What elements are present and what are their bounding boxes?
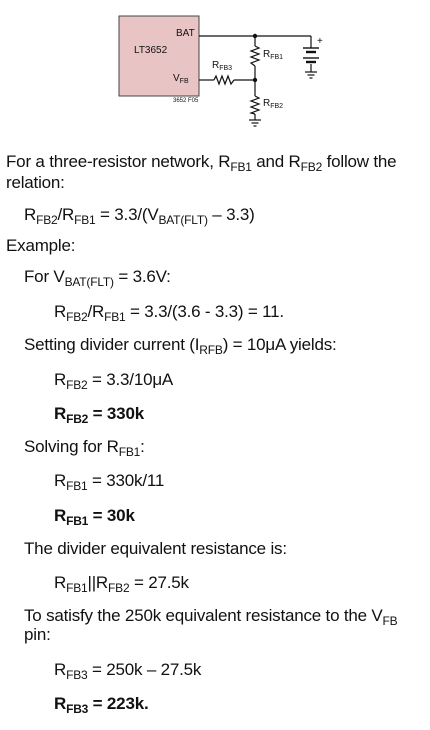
pin-vfb-sub: FB [179, 78, 189, 85]
rfb1-calc-line: $R_{FB1} = 330k/11$ [54, 471, 165, 494]
svg-text:RFB3 [212, 60, 232, 72]
divider-equivalent-line: The divider equivalent resistance is: [24, 538, 287, 558]
rfb1-result-line: $R_{FB1} = 30k$ [54, 506, 135, 529]
explanation-text [6, 152, 426, 717]
resistor-rfb2 [251, 96, 259, 114]
svg-text:RFB1 [263, 49, 283, 61]
resistor-rfb1 [251, 46, 259, 66]
parallel-calc-line: $R_{FB1}||R_{FB2} = 27.5k$ [54, 573, 189, 596]
rfb3-sub: FB3 [219, 65, 233, 72]
rfb3-result-line: $R_{FB3} = 223k$. [54, 694, 149, 717]
junction-dot-mid [253, 78, 257, 82]
pin-bat-label: BAT [176, 28, 195, 39]
example-heading: Example: [6, 235, 76, 255]
rfb2-label: R [263, 98, 271, 109]
intro-line-1: For a three-resistor network, $R_{FB1}$ and $R_{FB2}$ follow the [6, 152, 397, 174]
rfb3-label: R [212, 60, 220, 71]
rfb2-result-line: $R_{FB2} = 330k$ [54, 404, 144, 427]
solving-line: Solving for $R_{FB1}$: [24, 436, 145, 459]
equation-relation: $R_{FB2}/R_{FB1} = 3.3/(V_{BAT(FLT)} - 3.3)$ [24, 205, 255, 228]
circuit-schematic [0, 0, 430, 150]
intro-line-2: relation: [6, 172, 65, 192]
rfb3-calc-line: $R_{FB3} = 250k - 27.5k$ [54, 659, 202, 682]
ground-symbol-battery [305, 72, 317, 78]
pin-vfb-label: V [173, 73, 180, 84]
figure-code: 3652 F05 [173, 98, 199, 104]
battery-plus-sign: + [317, 36, 323, 47]
setting-divider-line: Setting divider current $(I_{RFB}) = 10\mu A$ yields: [24, 335, 337, 358]
resistor-rfb3 [214, 76, 234, 84]
svg-text:RFB2 [263, 98, 283, 110]
satisfy-line-2: pin: [24, 625, 51, 645]
rfb1-sub: FB1 [270, 54, 284, 61]
ic-name-label: LT3652 [134, 45, 168, 56]
battery-symbol [303, 48, 319, 62]
satisfy-line-1: To satisfy the 250k equivalent resistance to the $V_{FB}$ [24, 605, 398, 628]
for-vbat-line: For $V_{BAT(FLT)} = 3.6V$: [24, 267, 171, 290]
rfb2-sub: FB2 [270, 103, 284, 110]
rfb2-calc-line: $R_{FB2} = 3.3/10\mu A$ [54, 369, 174, 392]
rfb1-label: R [263, 49, 271, 60]
ratio-result-line: $R_{FB2}/R_{FB1} = 3.3/(3.6 - 3.3) = 11$. [54, 301, 284, 324]
junction-dot-top [253, 34, 257, 38]
ground-symbol-rfb2 [249, 120, 261, 126]
